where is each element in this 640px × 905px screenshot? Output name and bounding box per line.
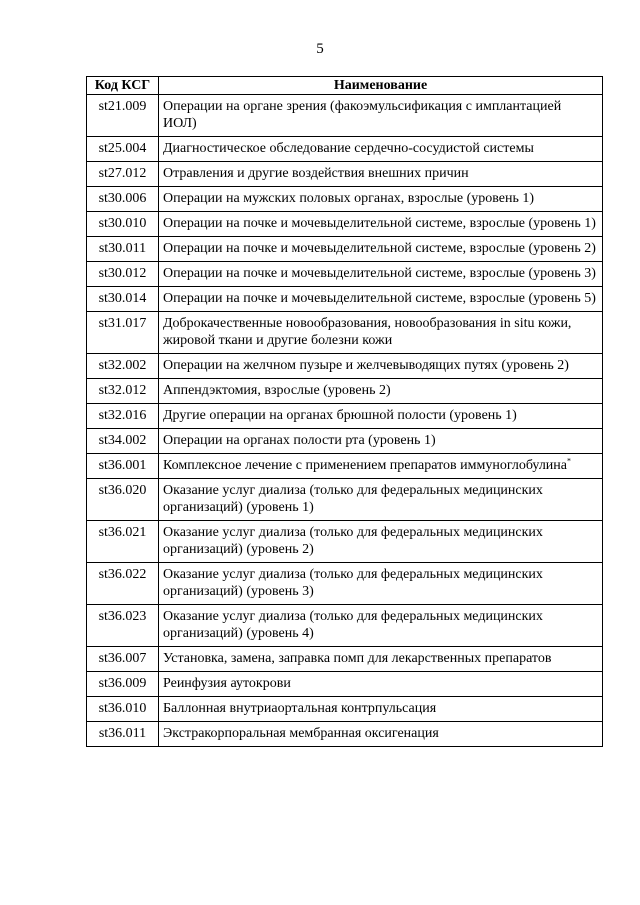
table-row <box>87 563 603 605</box>
ksg-name-cell <box>159 287 603 312</box>
ksg-name-text: Оказание услуг диализа (только для федеральных медицинских организаций) (уровень 4) <box>163 609 543 641</box>
ksg-name-text: Комплексное лечение с применением препаратов иммуноглобулина <box>163 458 567 473</box>
ksg-name-text: Операции на почке и мочевыделительной системе, взрослые (уровень 5) <box>163 291 596 306</box>
ksg-name-text: Оказание услуг диализа (только для федеральных медицинских организаций) (уровень 3) <box>163 567 543 599</box>
ksg-name-cell <box>159 479 603 521</box>
column-header-name: Наименование <box>159 77 603 95</box>
ksg-name-text: Операции на органах полости рта (уровень 1) <box>163 433 436 448</box>
table-row <box>87 647 603 672</box>
ksg-name-cell <box>159 312 603 354</box>
ksg-code-cell: st36.021 <box>87 521 159 563</box>
ksg-name-text: Операции на почке и мочевыделительной системе, взрослые (уровень 3) <box>163 266 596 281</box>
ksg-name-text: Аппендэктомия, взрослые (уровень 2) <box>163 383 391 398</box>
ksg-name-text: Операции на почке и мочевыделительной системе, взрослые (уровень 2) <box>163 241 596 256</box>
ksg-name-cell <box>159 563 603 605</box>
ksg-name-text: Оказание услуг диализа (только для федеральных медицинских организаций) (уровень 1) <box>163 483 543 515</box>
ksg-code-cell: st21.009 <box>87 95 159 137</box>
ksg-name-text: Установка, замена, заправка помп для лекарственных препаратов <box>163 651 552 666</box>
ksg-code-cell: st32.012 <box>87 379 159 404</box>
ksg-name-cell <box>159 454 603 479</box>
table-row <box>87 521 603 563</box>
ksg-name-text: Экстракорпоральная мембранная оксигенация <box>163 726 439 741</box>
table-row <box>87 287 603 312</box>
ksg-name-cell <box>159 262 603 287</box>
ksg-code-cell: st36.007 <box>87 647 159 672</box>
ksg-name-text: Баллонная внутриаортальная контрпульсация <box>163 701 437 716</box>
table-row <box>87 212 603 237</box>
ksg-name-text: Отравления и другие воздействия внешних причин <box>163 166 469 181</box>
table-row <box>87 404 603 429</box>
ksg-name-text: Другие операции на органах брюшной полости (уровень 1) <box>163 408 517 423</box>
ksg-name-cell <box>159 379 603 404</box>
ksg-name-cell <box>159 697 603 722</box>
table-row <box>87 187 603 212</box>
ksg-code-cell: st31.017 <box>87 312 159 354</box>
ksg-code-cell: st36.009 <box>87 672 159 697</box>
ksg-code-cell: st30.010 <box>87 212 159 237</box>
table-row <box>87 479 603 521</box>
ksg-code-cell: st36.022 <box>87 563 159 605</box>
table-row <box>87 697 603 722</box>
ksg-name-cell <box>159 237 603 262</box>
ksg-code-cell: st30.014 <box>87 287 159 312</box>
ksg-code-cell: st32.002 <box>87 354 159 379</box>
ksg-code-cell: st30.012 <box>87 262 159 287</box>
header-row <box>87 77 603 95</box>
ksg-name-text: Диагностическое обследование сердечно-сосудистой системы <box>163 141 534 156</box>
ksg-name-cell <box>159 404 603 429</box>
ksg-name-cell <box>159 212 603 237</box>
table-row <box>87 605 603 647</box>
ksg-name-cell <box>159 162 603 187</box>
ksg-name-text: Операции на желчном пузыре и желчевыводящих путях (уровень 2) <box>163 358 569 373</box>
table-row <box>87 95 603 137</box>
ksg-name-text: Операции на мужских половых органах, взрослые (уровень 1) <box>163 191 535 206</box>
ksg-table <box>86 76 603 747</box>
ksg-name-text: Реинфузия аутокрови <box>163 676 291 691</box>
table-row <box>87 379 603 404</box>
table-header <box>87 77 603 95</box>
table-row <box>87 354 603 379</box>
ksg-name-text: Оказание услуг диализа (только для федеральных медицинских организаций) (уровень 2) <box>163 525 543 557</box>
page-number: 5 <box>316 41 324 57</box>
ksg-code-cell: st25.004 <box>87 137 159 162</box>
ksg-code-cell: st36.001 <box>87 454 159 479</box>
table-body <box>87 95 603 747</box>
ksg-code-cell: st27.012 <box>87 162 159 187</box>
ksg-name-text: Операции на почке и мочевыделительной системе, взрослые (уровень 1) <box>163 216 596 231</box>
ksg-code-cell: st36.023 <box>87 605 159 647</box>
ksg-name-cell <box>159 647 603 672</box>
ksg-name-cell <box>159 672 603 697</box>
column-header-code: Код КСГ <box>87 77 159 95</box>
ksg-code-cell: st36.020 <box>87 479 159 521</box>
table-row <box>87 672 603 697</box>
ksg-name-text: Доброкачественные новообразования, новообразования in situ кожи, жировой ткани и другие болезни кожи <box>163 316 572 348</box>
table-row <box>87 262 603 287</box>
ksg-code-cell: st30.011 <box>87 237 159 262</box>
ksg-name-cell <box>159 95 603 137</box>
ksg-code-cell: st30.006 <box>87 187 159 212</box>
table-row <box>87 162 603 187</box>
ksg-name-cell <box>159 521 603 563</box>
table-row <box>87 454 603 479</box>
table-row <box>87 137 603 162</box>
ksg-name-cell <box>159 429 603 454</box>
ksg-name-cell <box>159 187 603 212</box>
ksg-code-cell: st34.002 <box>87 429 159 454</box>
table-row <box>87 237 603 262</box>
ksg-code-cell: st36.010 <box>87 697 159 722</box>
table-row <box>87 312 603 354</box>
table-row <box>87 429 603 454</box>
ksg-name-cell <box>159 137 603 162</box>
ksg-name-cell <box>159 354 603 379</box>
ksg-code-cell: st36.011 <box>87 722 159 747</box>
footnote-mark: * <box>567 456 571 466</box>
ksg-name-cell <box>159 722 603 747</box>
ksg-name-cell <box>159 605 603 647</box>
ksg-name-text: Операции на органе зрения (факоэмульсификация с имплантацией ИОЛ) <box>163 99 562 131</box>
table-row <box>87 722 603 747</box>
ksg-code-cell: st32.016 <box>87 404 159 429</box>
